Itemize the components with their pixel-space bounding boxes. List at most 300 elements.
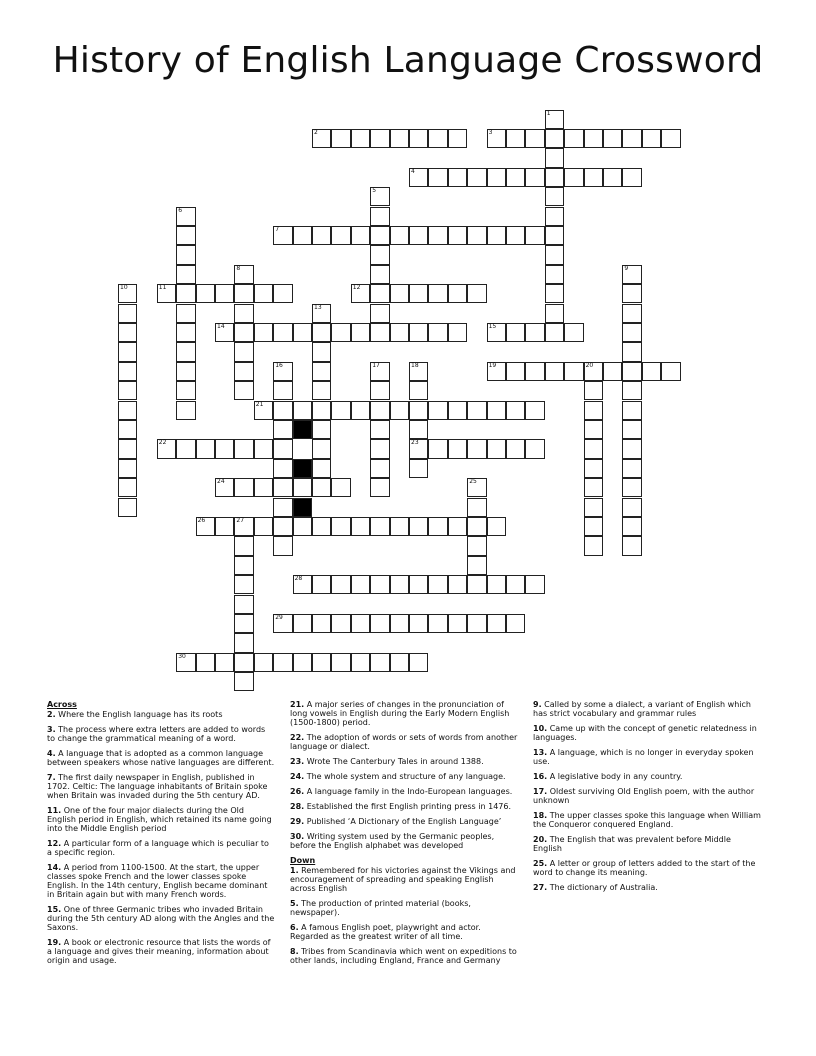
grid-cell[interactable] [428, 614, 447, 633]
grid-cell[interactable] [622, 129, 641, 148]
grid-cell[interactable] [525, 226, 544, 245]
grid-cell[interactable] [370, 226, 389, 245]
grid-cell[interactable] [254, 439, 273, 458]
grid-cell[interactable] [351, 284, 370, 303]
grid-cell[interactable] [390, 401, 409, 420]
grid-cell[interactable] [390, 614, 409, 633]
grid-cell[interactable] [564, 168, 583, 187]
grid-cell[interactable] [215, 284, 234, 303]
grid-cell[interactable] [312, 226, 331, 245]
grid-cell[interactable] [273, 323, 292, 342]
grid-cell[interactable] [176, 401, 195, 420]
clue-number: 22. [290, 733, 305, 742]
grid-cell[interactable] [254, 323, 273, 342]
cell-number: 16 [275, 361, 283, 369]
grid-cell[interactable] [467, 284, 486, 303]
clue-text: A letter or group of letters added to the start of the word to change its meaning. [533, 859, 756, 877]
grid-cell[interactable] [234, 304, 253, 323]
grid-cell[interactable] [370, 362, 389, 381]
grid-cell[interactable] [312, 614, 331, 633]
grid-cell[interactable] [487, 614, 506, 633]
grid-cell[interactable] [234, 575, 253, 594]
grid-cell[interactable] [312, 323, 331, 342]
grid-cell[interactable] [448, 168, 467, 187]
grid-cell[interactable] [525, 439, 544, 458]
grid-cell[interactable] [215, 517, 234, 536]
grid-cell[interactable] [312, 517, 331, 536]
grid-cell[interactable] [545, 304, 564, 323]
grid-cell[interactable] [642, 129, 661, 148]
grid-cell[interactable] [370, 439, 389, 458]
grid-cell[interactable] [370, 653, 389, 672]
grid-cell[interactable] [506, 226, 525, 245]
grid-cell[interactable] [176, 381, 195, 400]
grid-cell[interactable] [409, 614, 428, 633]
grid-cell[interactable] [196, 439, 215, 458]
grid-cell[interactable] [409, 439, 428, 458]
grid-cell[interactable] [351, 575, 370, 594]
grid-cell[interactable] [622, 498, 641, 517]
grid-cell[interactable] [448, 575, 467, 594]
grid-cell[interactable] [370, 207, 389, 226]
grid-cell[interactable] [467, 517, 486, 536]
grid-cell[interactable] [118, 381, 137, 400]
grid-cell[interactable] [234, 342, 253, 361]
grid-cell[interactable] [312, 362, 331, 381]
grid-cell[interactable] [467, 614, 486, 633]
grid-cell[interactable] [215, 439, 234, 458]
grid-cell[interactable] [370, 129, 389, 148]
grid-cell[interactable] [409, 226, 428, 245]
grid-cell[interactable] [390, 575, 409, 594]
grid-cell[interactable] [545, 207, 564, 226]
grid-cell[interactable] [584, 536, 603, 555]
grid-cell[interactable] [584, 517, 603, 536]
grid-cell[interactable] [390, 323, 409, 342]
grid-cell[interactable] [428, 401, 447, 420]
grid-cell[interactable] [312, 420, 331, 439]
grid-cell[interactable] [351, 653, 370, 672]
grid-cell[interactable] [196, 284, 215, 303]
clue-text: The dictionary of Australia. [549, 883, 658, 892]
grid-cell[interactable] [506, 362, 525, 381]
grid-cell[interactable] [487, 129, 506, 148]
grid-cell[interactable] [370, 401, 389, 420]
grid-cell[interactable] [487, 168, 506, 187]
grid-cell[interactable] [293, 478, 312, 497]
grid-cell[interactable] [545, 245, 564, 264]
grid-cell[interactable] [409, 575, 428, 594]
grid-cell[interactable] [409, 517, 428, 536]
grid-cell[interactable] [176, 653, 195, 672]
grid-cell[interactable] [273, 614, 292, 633]
grid-cell[interactable] [254, 401, 273, 420]
grid-cell[interactable] [584, 362, 603, 381]
grid-cell[interactable] [234, 595, 253, 614]
grid-cell[interactable] [196, 517, 215, 536]
grid-cell[interactable] [487, 517, 506, 536]
cell-number: 9 [624, 264, 629, 272]
grid-cell[interactable] [331, 614, 350, 633]
grid-cell[interactable] [273, 459, 292, 478]
clue-number: 18. [533, 811, 548, 820]
clue-number: 5. [290, 899, 299, 908]
grid-cell[interactable] [176, 342, 195, 361]
grid-cell[interactable] [584, 498, 603, 517]
grid-cell[interactable] [487, 439, 506, 458]
grid-cell[interactable] [176, 362, 195, 381]
grid-cell[interactable] [506, 401, 525, 420]
cell-number: 11 [158, 284, 167, 292]
grid-cell[interactable] [118, 439, 137, 458]
grid-cell[interactable] [525, 323, 544, 342]
grid-cell[interactable] [234, 381, 253, 400]
grid-cell[interactable] [448, 323, 467, 342]
clue-item [290, 733, 518, 751]
grid-cell[interactable] [428, 129, 447, 148]
clue-item [533, 859, 761, 877]
grid-cell[interactable] [234, 323, 253, 342]
grid-cell[interactable] [545, 187, 564, 206]
grid-cell[interactable] [254, 284, 273, 303]
grid-cell[interactable] [409, 323, 428, 342]
clue-item [290, 817, 518, 826]
grid-cell[interactable] [312, 439, 331, 458]
grid-cell[interactable] [293, 517, 312, 536]
grid-cell[interactable] [584, 401, 603, 420]
grid-cell[interactable] [428, 323, 447, 342]
grid-cell[interactable] [545, 323, 564, 342]
grid-cell[interactable] [622, 439, 641, 458]
grid-cell[interactable] [390, 226, 409, 245]
grid-cell[interactable] [273, 498, 292, 517]
grid-cell[interactable] [234, 536, 253, 555]
grid-cell[interactable] [312, 342, 331, 361]
grid-cell[interactable] [506, 575, 525, 594]
grid-cell[interactable] [234, 614, 253, 633]
grid-cell[interactable] [351, 323, 370, 342]
grid-cell[interactable] [370, 575, 389, 594]
grid-cell[interactable] [390, 653, 409, 672]
grid-cell[interactable] [312, 304, 331, 323]
clue-item [47, 863, 275, 899]
grid-cell[interactable] [428, 284, 447, 303]
grid-cell[interactable] [331, 401, 350, 420]
grid-cell[interactable] [603, 168, 622, 187]
grid-cell[interactable] [409, 284, 428, 303]
grid-cell[interactable] [351, 129, 370, 148]
grid-cell[interactable] [370, 304, 389, 323]
grid-cell[interactable] [370, 459, 389, 478]
grid-cell[interactable] [118, 401, 137, 420]
grid-cell[interactable] [467, 401, 486, 420]
clue-text: Oldest surviving Old English poem, with the author unknown [533, 787, 755, 805]
grid-cell[interactable] [390, 517, 409, 536]
cell-number: 17 [372, 361, 380, 369]
grid-cell[interactable] [545, 110, 564, 129]
grid-cell[interactable] [467, 478, 486, 497]
grid-cell[interactable] [215, 478, 234, 497]
grid-cell[interactable] [331, 653, 350, 672]
grid-cell[interactable] [331, 575, 350, 594]
clue-item [47, 938, 275, 965]
clue-text: Came up with the concept of genetic relatedness in languages. [533, 724, 757, 742]
grid-cell[interactable] [584, 420, 603, 439]
grid-cell[interactable] [603, 129, 622, 148]
grid-cell[interactable] [215, 653, 234, 672]
grid-cell[interactable] [176, 245, 195, 264]
grid-cell[interactable] [603, 362, 622, 381]
clue-item [533, 835, 761, 853]
clues-column-2 [290, 700, 518, 971]
grid-cell[interactable] [273, 420, 292, 439]
grid-cell[interactable] [118, 323, 137, 342]
grid-cell[interactable] [545, 148, 564, 167]
grid-cell[interactable] [273, 536, 292, 555]
grid-cell[interactable] [351, 614, 370, 633]
grid-cell[interactable] [331, 517, 350, 536]
grid-cell[interactable] [370, 245, 389, 264]
grid-cell[interactable] [234, 478, 253, 497]
grid-cell[interactable] [370, 284, 389, 303]
grid-cell[interactable] [118, 284, 137, 303]
grid-cell[interactable] [273, 284, 292, 303]
grid-cell[interactable] [622, 401, 641, 420]
grid-cell[interactable] [545, 265, 564, 284]
grid-cell[interactable] [506, 614, 525, 633]
grid-cell[interactable] [428, 226, 447, 245]
grid-cell[interactable] [370, 187, 389, 206]
grid-cell[interactable] [409, 362, 428, 381]
grid-cell[interactable] [234, 556, 253, 575]
grid-cell[interactable] [622, 459, 641, 478]
grid-cell[interactable] [118, 420, 137, 439]
grid-cell[interactable] [448, 517, 467, 536]
grid-cell[interactable] [118, 304, 137, 323]
grid-cell[interactable] [273, 226, 292, 245]
grid-cell[interactable] [234, 653, 253, 672]
grid-cell[interactable] [176, 304, 195, 323]
grid-cell[interactable] [370, 478, 389, 497]
grid-cell[interactable] [584, 439, 603, 458]
grid-cell[interactable] [584, 459, 603, 478]
grid-cell[interactable] [622, 381, 641, 400]
grid-cell[interactable] [564, 129, 583, 148]
grid-cell[interactable] [545, 284, 564, 303]
grid-cell[interactable] [293, 575, 312, 594]
grid-cell[interactable] [448, 129, 467, 148]
grid-cell[interactable] [448, 614, 467, 633]
grid-cell[interactable] [273, 381, 292, 400]
grid-cell[interactable] [428, 517, 447, 536]
grid-cell[interactable] [506, 129, 525, 148]
grid-cell[interactable] [273, 478, 292, 497]
grid-cell[interactable] [312, 129, 331, 148]
grid-cell[interactable] [428, 439, 447, 458]
grid-cell[interactable] [467, 168, 486, 187]
grid-cell[interactable] [584, 478, 603, 497]
grid-cell[interactable] [234, 362, 253, 381]
cell-number: 29 [275, 613, 283, 621]
grid-cell[interactable] [622, 168, 641, 187]
grid-cell[interactable] [584, 129, 603, 148]
grid-cell[interactable] [351, 517, 370, 536]
grid-cell[interactable] [312, 653, 331, 672]
grid-cell[interactable] [370, 614, 389, 633]
grid-cell[interactable] [467, 439, 486, 458]
grid-cell[interactable] [564, 362, 583, 381]
grid-cell[interactable] [370, 323, 389, 342]
grid-cell[interactable] [273, 362, 292, 381]
grid-cell[interactable] [273, 653, 292, 672]
grid-cell[interactable] [467, 556, 486, 575]
grid-cell[interactable] [506, 439, 525, 458]
grid-cell[interactable] [157, 439, 176, 458]
grid-cell[interactable] [234, 439, 253, 458]
grid-cell[interactable] [409, 401, 428, 420]
grid-cell[interactable] [273, 401, 292, 420]
grid-cell[interactable] [234, 633, 253, 652]
grid-cell[interactable] [545, 226, 564, 245]
grid-cell[interactable] [234, 284, 253, 303]
grid-cell[interactable] [622, 536, 641, 555]
grid-cell[interactable] [293, 614, 312, 633]
grid-cell[interactable] [409, 459, 428, 478]
grid-cell[interactable] [622, 362, 641, 381]
grid-cell[interactable] [196, 653, 215, 672]
grid-cell[interactable] [409, 168, 428, 187]
grid-cell[interactable] [370, 381, 389, 400]
grid-cell[interactable] [351, 401, 370, 420]
grid-cell[interactable] [661, 129, 680, 148]
grid-cell[interactable] [622, 478, 641, 497]
grid-cell[interactable] [312, 381, 331, 400]
grid-cell[interactable] [254, 653, 273, 672]
grid-cell[interactable] [331, 129, 350, 148]
grid-cell[interactable] [331, 323, 350, 342]
grid-cell[interactable] [622, 265, 641, 284]
grid-cell[interactable] [176, 439, 195, 458]
grid-cell[interactable] [234, 672, 253, 691]
grid-cell[interactable] [525, 575, 544, 594]
grid-cell[interactable] [467, 226, 486, 245]
grid-cell[interactable] [467, 575, 486, 594]
grid-cell[interactable] [428, 575, 447, 594]
grid-cell[interactable] [409, 420, 428, 439]
grid-cell[interactable] [525, 168, 544, 187]
grid-cell[interactable] [545, 168, 564, 187]
grid-cell[interactable] [622, 304, 641, 323]
grid-cell[interactable] [409, 653, 428, 672]
grid-cell[interactable] [409, 129, 428, 148]
grid-cell[interactable] [312, 401, 331, 420]
grid-cell[interactable] [293, 401, 312, 420]
grid-cell[interactable] [428, 168, 447, 187]
grid-cell[interactable] [525, 401, 544, 420]
grid-cell[interactable] [293, 653, 312, 672]
grid-cell[interactable] [564, 323, 583, 342]
grid-cell[interactable] [176, 323, 195, 342]
grid-cell[interactable] [487, 323, 506, 342]
clue-item [290, 772, 518, 781]
grid-cell[interactable] [234, 517, 253, 536]
grid-cell[interactable] [312, 459, 331, 478]
grid-cell[interactable] [370, 420, 389, 439]
grid-cell[interactable] [545, 362, 564, 381]
grid-cell[interactable] [118, 362, 137, 381]
grid-cell[interactable] [254, 517, 273, 536]
grid-cell[interactable] [370, 517, 389, 536]
clue-item [47, 710, 275, 719]
grid-cell[interactable] [545, 129, 564, 148]
grid-cell[interactable] [487, 226, 506, 245]
grid-cell[interactable] [331, 226, 350, 245]
grid-cell[interactable] [370, 265, 389, 284]
grid-cell[interactable] [448, 401, 467, 420]
grid-cell[interactable] [293, 323, 312, 342]
grid-cell[interactable] [157, 284, 176, 303]
grid-cell[interactable] [176, 265, 195, 284]
grid-cell[interactable] [118, 478, 137, 497]
grid-cell[interactable] [273, 517, 292, 536]
grid-cell[interactable] [118, 342, 137, 361]
clue-number: 20. [533, 835, 548, 844]
grid-cell[interactable] [622, 323, 641, 342]
grid-cell[interactable] [448, 439, 467, 458]
grid-cell[interactable] [584, 168, 603, 187]
clue-number: 4. [47, 749, 56, 758]
grid-cell[interactable] [525, 129, 544, 148]
grid-cell[interactable] [661, 362, 680, 381]
grid-cell[interactable] [487, 401, 506, 420]
grid-cell[interactable] [234, 265, 253, 284]
grid-cell[interactable] [118, 459, 137, 478]
grid-cell[interactable] [176, 226, 195, 245]
grid-cell[interactable] [448, 284, 467, 303]
grid-cell[interactable] [448, 226, 467, 245]
grid-cell[interactable] [293, 226, 312, 245]
grid-cell[interactable] [254, 478, 273, 497]
grid-cell[interactable] [506, 323, 525, 342]
grid-cell[interactable] [467, 498, 486, 517]
clue-text: The process where extra letters are added to words to change the grammatical meaning of a word. [47, 725, 266, 743]
grid-cell[interactable] [312, 575, 331, 594]
grid-cell[interactable] [351, 226, 370, 245]
grid-cell[interactable] [176, 284, 195, 303]
clue-number: 21. [290, 700, 305, 709]
grid-cell[interactable] [273, 439, 292, 458]
grid-cell[interactable] [409, 381, 428, 400]
grid-cell[interactable] [487, 575, 506, 594]
grid-cell[interactable] [525, 362, 544, 381]
grid-cell[interactable] [176, 207, 195, 226]
grid-cell[interactable] [215, 323, 234, 342]
grid-cell[interactable] [390, 284, 409, 303]
grid-cell[interactable] [584, 381, 603, 400]
grid-cell[interactable] [622, 517, 641, 536]
grid-cell[interactable] [390, 129, 409, 148]
grid-cell[interactable] [467, 536, 486, 555]
grid-cell[interactable] [487, 362, 506, 381]
grid-cell[interactable] [118, 498, 137, 517]
grid-cell[interactable] [622, 284, 641, 303]
grid-cell[interactable] [312, 478, 331, 497]
grid-cell[interactable] [331, 478, 350, 497]
grid-cell[interactable] [622, 420, 641, 439]
grid-cell[interactable] [622, 342, 641, 361]
grid-cell[interactable] [506, 168, 525, 187]
grid-cell[interactable] [642, 362, 661, 381]
